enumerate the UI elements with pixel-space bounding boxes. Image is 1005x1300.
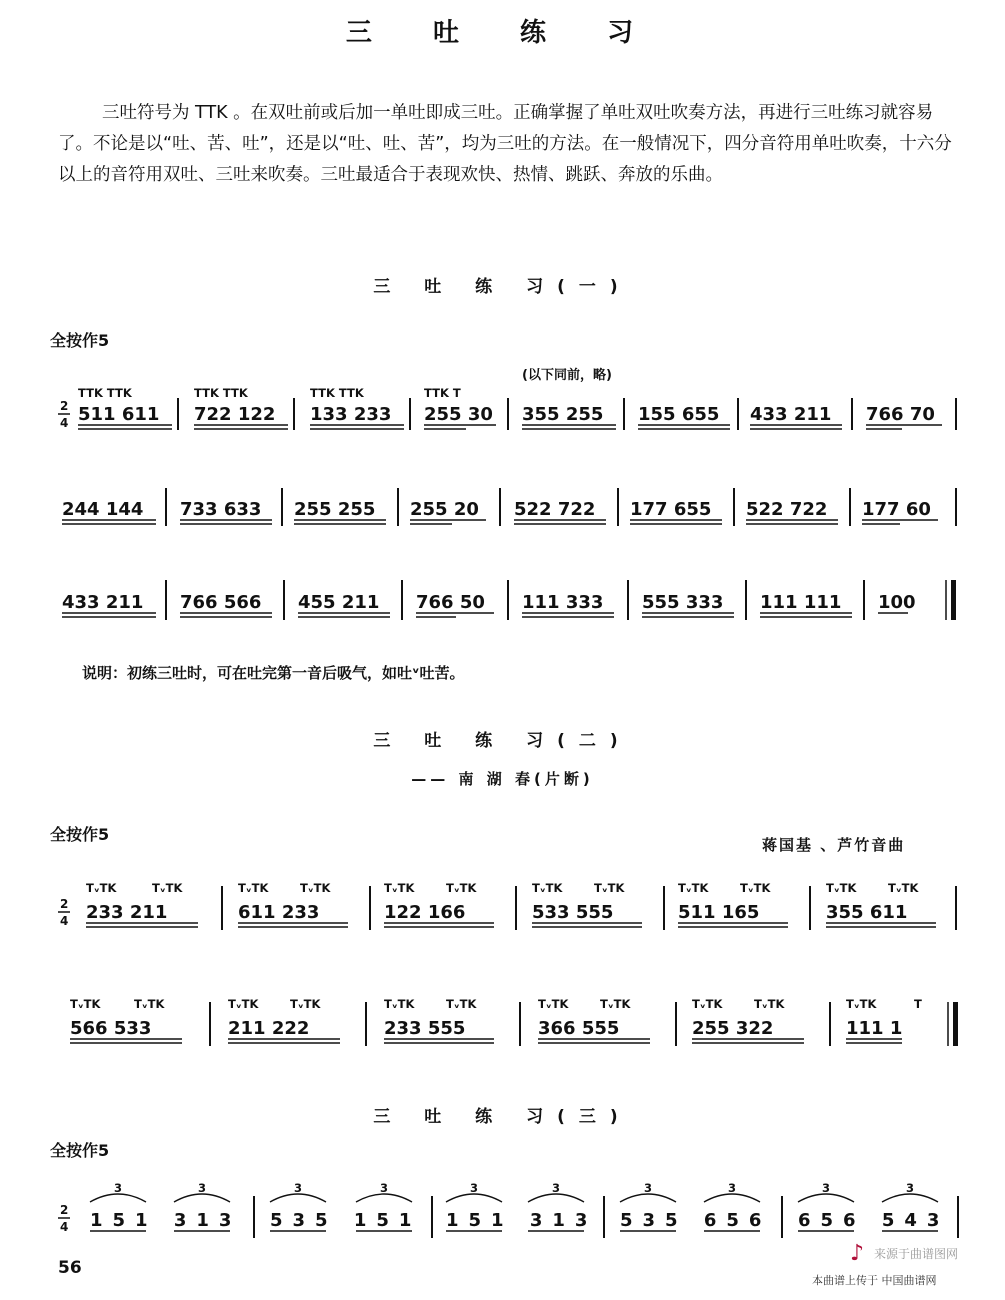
ex2-l2-m2: 211 222 <box>228 1018 310 1039</box>
exercise1-omission-note: (以下同前，略) <box>522 368 612 383</box>
ex1-l1-m4: 255 30 <box>424 404 493 425</box>
watermark-site: 来源于曲谱图网 <box>874 1247 959 1261</box>
ex2-artic-3: TᵥTK <box>238 881 269 895</box>
ex2-l2-m5: 255 322 <box>692 1018 774 1039</box>
ex3-l1-m3: 151 313 <box>446 1210 598 1231</box>
ex3-triplet-9: 3 <box>822 1181 831 1195</box>
ex1-l3-m4: 766 50 <box>416 592 485 613</box>
exercise3-title: 三 吐 练 习(三) <box>373 1107 632 1127</box>
ex1-l2-m8: 177 60 <box>862 499 931 520</box>
ex3-triplet-2: 3 <box>198 1181 207 1195</box>
ex3-triplet-3: 3 <box>294 1181 303 1195</box>
svg-text:2: 2 <box>60 1203 69 1217</box>
ex2-artic-4: TᵥTK <box>300 881 331 895</box>
ex1-l3-m6: 555 333 <box>642 592 724 613</box>
exercise1-time-signature <box>58 399 70 430</box>
ex2-artic-7: TᵥTK <box>532 881 563 895</box>
ex2-artic-6: TᵥTK <box>446 881 477 895</box>
ex2-artic-19: TᵥTK <box>538 997 569 1011</box>
ex2-l2-m1: 566 533 <box>70 1018 152 1039</box>
exercise1-explanation: 说明：初练三吐时，可在吐完第一音后吸气，如吐ᵛ吐苦。 <box>82 664 465 682</box>
exercise1-score <box>0 380 1005 630</box>
ex2-artic-15: TᵥTK <box>228 997 259 1011</box>
ex1-line1 <box>78 398 956 430</box>
music-note-icon: ♪ <box>850 1241 865 1266</box>
ex2-artic-17: TᵥTK <box>384 997 415 1011</box>
exercise1-fingering: 全按作5 <box>50 331 110 350</box>
ex1-l2-m2: 733 633 <box>180 499 262 520</box>
exercise1-title: 三 吐 练 习(一) <box>373 277 632 297</box>
ex1-l3-m3: 455 211 <box>298 592 380 613</box>
exercise2-subtitle: —— 南 湖 春(片断) <box>411 770 594 788</box>
ex1-l3-m5: 111 333 <box>522 592 604 613</box>
ex3-l1-m2: 535 151 <box>270 1210 422 1231</box>
ex2-artic-23: TᵥTK <box>846 997 877 1011</box>
exercise2-composer: 蒋国基 、芦竹音曲 <box>762 836 906 854</box>
ex1-l2-m6: 177 655 <box>630 499 712 520</box>
ex2-line2-articulation <box>70 997 922 1011</box>
ex2-artic-10: TᵥTK <box>740 881 771 895</box>
ex1-l3-m1: 433 211 <box>62 592 144 613</box>
ex2-artic-16: TᵥTK <box>290 997 321 1011</box>
ex2-artic-20: TᵥTK <box>600 997 631 1011</box>
ex1-l3-m7: 111 111 <box>760 592 842 613</box>
ex2-l1-m1: 233 211 <box>86 902 168 923</box>
ex1-l1-m2: 722 122 <box>194 404 276 425</box>
ex1-l1-m1: 511 611 <box>78 404 160 425</box>
svg-text:2: 2 <box>60 897 69 911</box>
ex2-l1-m4: 533 555 <box>532 902 614 923</box>
ex1-line2 <box>62 488 956 526</box>
ex1-line3 <box>62 580 956 620</box>
ex3-triplet-10: 3 <box>906 1181 915 1195</box>
exercise2-score <box>0 870 1005 1070</box>
ex3-triplet-5: 3 <box>470 1181 479 1195</box>
ex1-l1-m7: 433 211 <box>750 404 832 425</box>
exercise2-fingering: 全按作5 <box>50 825 110 844</box>
exercise2-time-signature <box>58 897 70 928</box>
ex2-artic-8: TᵥTK <box>594 881 625 895</box>
ex2-l1-m3: 122 166 <box>384 902 466 923</box>
ex2-artic-18: TᵥTK <box>446 997 477 1011</box>
ex2-l2-m4: 366 555 <box>538 1018 620 1039</box>
watermark-logo <box>850 1240 1000 1274</box>
ex2-line1-articulation <box>86 881 919 895</box>
watermark-text: 本曲谱上传于 中国曲谱网 <box>812 1274 937 1287</box>
ex2-l1-m2: 611 233 <box>238 902 320 923</box>
exercise3-time-signature <box>58 1203 70 1234</box>
ex2-l2-m6: 111 1 <box>846 1018 903 1039</box>
ex2-artic-9: TᵥTK <box>678 881 709 895</box>
ex1-l2-m3: 255 255 <box>294 499 376 520</box>
exercise3-fingering: 全按作5 <box>50 1141 110 1160</box>
ex2-artic-13: TᵥTK <box>70 997 101 1011</box>
ex1-articulation-1: TTK TTK <box>78 386 132 400</box>
ex1-l2-m5: 522 722 <box>514 499 596 520</box>
ex1-l1-m6: 155 655 <box>638 404 720 425</box>
ex2-artic-1: TᵥTK <box>86 881 117 895</box>
ex3-triplet-1: 3 <box>114 1181 123 1195</box>
svg-text:4: 4 <box>60 416 69 430</box>
page-title: 三 吐 练 习 <box>345 18 660 48</box>
exercise2-title: 三 吐 练 习(二) <box>373 731 632 751</box>
ex3-triplet-marks <box>90 1194 938 1202</box>
ex1-l1-m3: 133 233 <box>310 404 392 425</box>
page-number: 56 <box>58 1258 82 1278</box>
ex2-artic-12: TᵥTK <box>888 881 919 895</box>
ex1-articulation-4: TTK T <box>424 386 461 400</box>
ex1-l2-m1: 244 144 <box>62 499 144 520</box>
svg-text:4: 4 <box>60 914 69 928</box>
ex1-l1-m5: 355 255 <box>522 404 604 425</box>
ex1-l3-m8: 100 <box>878 592 916 613</box>
ex3-triplet-8: 3 <box>728 1181 737 1195</box>
ex1-l1-m8: 766 70 <box>866 404 935 425</box>
ex1-l3-m2: 766 566 <box>180 592 262 613</box>
ex2-l1-m5: 511 165 <box>678 902 760 923</box>
ex2-artic-2: TᵥTK <box>152 881 183 895</box>
ex3-l1-m5: 656 543 <box>798 1210 950 1231</box>
ex1-l2-m4: 255 20 <box>410 499 479 520</box>
ex2-l1-m6: 355 611 <box>826 902 908 923</box>
ex3-triplet-4: 3 <box>380 1181 389 1195</box>
ex3-triplet-6: 3 <box>552 1181 561 1195</box>
ex2-l2-m3: 233 555 <box>384 1018 466 1039</box>
ex2-artic-single-t: T <box>914 997 922 1011</box>
ex2-artic-22: TᵥTK <box>754 997 785 1011</box>
ex1-l2-m7: 522 722 <box>746 499 828 520</box>
ex1-articulation-3: TTK TTK <box>310 386 364 400</box>
ex2-artic-11: TᵥTK <box>826 881 857 895</box>
ex2-artic-14: TᵥTK <box>134 997 165 1011</box>
svg-text:2: 2 <box>60 399 69 413</box>
ex3-l1-m4: 535 656 <box>620 1210 772 1231</box>
ex1-articulation-2: TTK TTK <box>194 386 248 400</box>
ex3-triplet-7: 3 <box>644 1181 653 1195</box>
ex2-artic-5: TᵥTK <box>384 881 415 895</box>
intro-paragraph: 三吐符号为 TTK 。在双吐前或后加一单吐即成三吐。正确掌握了单吐双吐吹奏方法，再进行三吐练习就容易了。不论是以“吐、苦、吐”，还是以“吐、吐、苦”，均为三吐的方法。在一般情况下，四分音符用单吐吹奏，十六分以上的音符用双吐、三吐来吹奏。三吐最适合于表现欢快、热情、跳跃、奔放的乐曲。 <box>58 103 952 185</box>
ex2-artic-21: TᵥTK <box>692 997 723 1011</box>
ex3-line1 <box>90 1196 958 1238</box>
ex2-line2 <box>70 1002 958 1046</box>
svg-text:4: 4 <box>60 1220 69 1234</box>
ex3-l1-m1: 151 313 <box>90 1210 242 1231</box>
ex3-triplet-numbers <box>114 1181 914 1195</box>
